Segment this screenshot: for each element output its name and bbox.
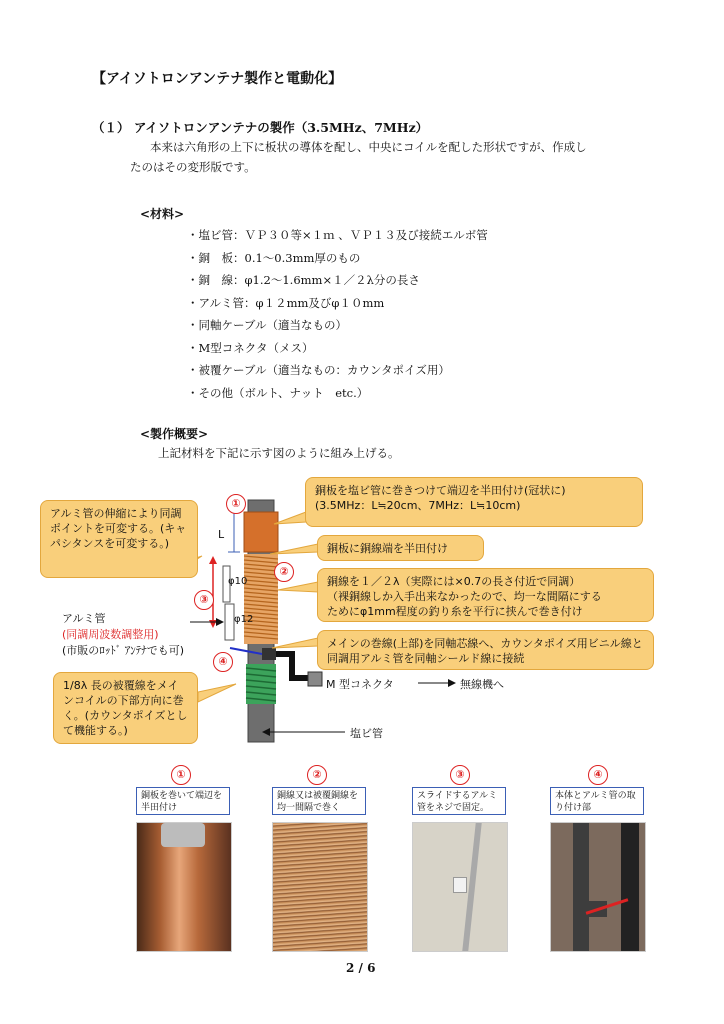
callout-wire [317,568,654,622]
intro-line-2: たのはその変形版です。 [130,160,256,174]
callout-copper-plate [305,477,643,527]
intro-paragraph [130,137,640,177]
marker-4: ④ [213,652,233,672]
page-number: 2 / 6 [346,961,376,975]
copper-coil [244,554,278,644]
materials-heading: <材料> [140,207,185,221]
label-L: L [218,528,225,541]
callout-copper-plate-line2: (3.5MHz：L≒20cm、7MHz：L≒10cm) [315,499,521,512]
callout-solder: 銅板に銅線端を半田付け [317,535,484,561]
photo-marker-4: ④ [588,765,608,785]
photo-caption-3: スライドするアルミ管をネジで固定。 [412,787,506,815]
callout-main-winding: メインの巻線(上部)を同軸芯線へ、カウンタポイズ用ビニル線と同調用アルミ管を同軸シールド線に接続 [317,630,654,670]
page-heading: 【アイソトロンアンテナ製作と電動化】 [92,71,343,87]
material-item: ・塩ビ管：ＶＰ３０等×１ｍ 、ＶＰ１３及び接続エルボ管 [187,228,488,242]
photo-alu-slide [412,822,508,952]
materials-list [187,224,488,404]
photo-caption-2: 銅線又は被覆銅線を均一間隔で巻く [272,787,366,815]
alu-label-rod: (市販のﾛｯﾄﾞ ｱﾝﾃﾅでも可) [62,644,185,657]
label-radio: 無線機へ [460,678,504,691]
material-item: ・M型コネクタ（メス） [187,340,314,355]
photo-copper-plate [136,822,232,952]
photo-marker-3: ③ [450,765,470,785]
material-item: ・銅 板：0.1～0.3mm厚のもの [187,250,361,265]
callout-alu-adjust: アルミ管の伸縮により同調ポイントを可変する。(キャパシタンスを可変する。) [40,500,198,578]
callout-copper-plate-line1: 銅板を塩ビ管に巻きつけて端辺を半田付け(冠状に) [315,484,566,497]
copper-plate [244,512,278,552]
material-item: ・被覆ケーブル（適当なもの：カウンタポイズ用） [187,363,450,377]
callout-wire-line1: 銅線を１／２λ（実際には×0.7の長さ付近で同調） [327,575,581,588]
counterpoise-coil [246,664,276,704]
alu-label: アルミ管 [62,612,106,625]
photo-marker-1: ① [171,765,191,785]
connector-body [262,648,276,660]
material-item: ・その他（ボルト、ナット etc.） [187,385,369,400]
intro-line-1: 本来は六角形の上下に板状の導体を配し、中央にコイルを配した形状ですが、作成し [150,140,587,154]
photo-caption-4: 本体とアルミ管の取り付け部 [550,787,644,815]
alu-label-tuning: (同調周波数調整用) [62,628,159,641]
marker-1: ① [226,494,246,514]
material-item: ・同軸ケーブル（適当なもの） [187,318,347,332]
label-pvc: 塩ビ管 [350,727,383,740]
label-m-connector: M 型コネクタ [326,678,394,691]
marker-2: ② [274,562,294,582]
photo-marker-2: ② [307,765,327,785]
label-phi10: φ10 [228,576,248,587]
photo-mount [550,822,646,952]
material-item: ・銅 線：φ1.2～1.6mm×１／２λ分の長さ [187,273,420,287]
callout-counterpoise: 1/8λ 長の被覆線をメインコイルの下部方向に巻く。(カウンタポイズとして機能する。) [53,672,198,744]
m-connector [308,672,322,686]
coax-cable [276,654,308,678]
callout-wire-line3: ためにφ1mm程度の釣り糸を平行に挟んで巻き付け [327,605,583,618]
label-phi12: φ12 [234,614,254,625]
callout-wire-line2: （裸銅線しか入手出来なかったので、均一な間隔にする [327,590,602,603]
overview-text: 上記材料を下記に示す図のように組み上げる。 [158,446,400,460]
marker-3: ③ [194,590,214,610]
photo-caption-1: 銅板を巻いて端辺を半田付け [136,787,230,815]
photo-coil [272,822,368,952]
section-title: （１） アイソトロンアンテナの製作（3.5MHz、7MHz） [92,120,429,135]
overview-heading: <製作概要> [140,427,209,441]
alu-tube-12 [225,604,234,640]
material-item: ・アルミ管：φ１２mm及びφ１０mm [187,295,385,310]
